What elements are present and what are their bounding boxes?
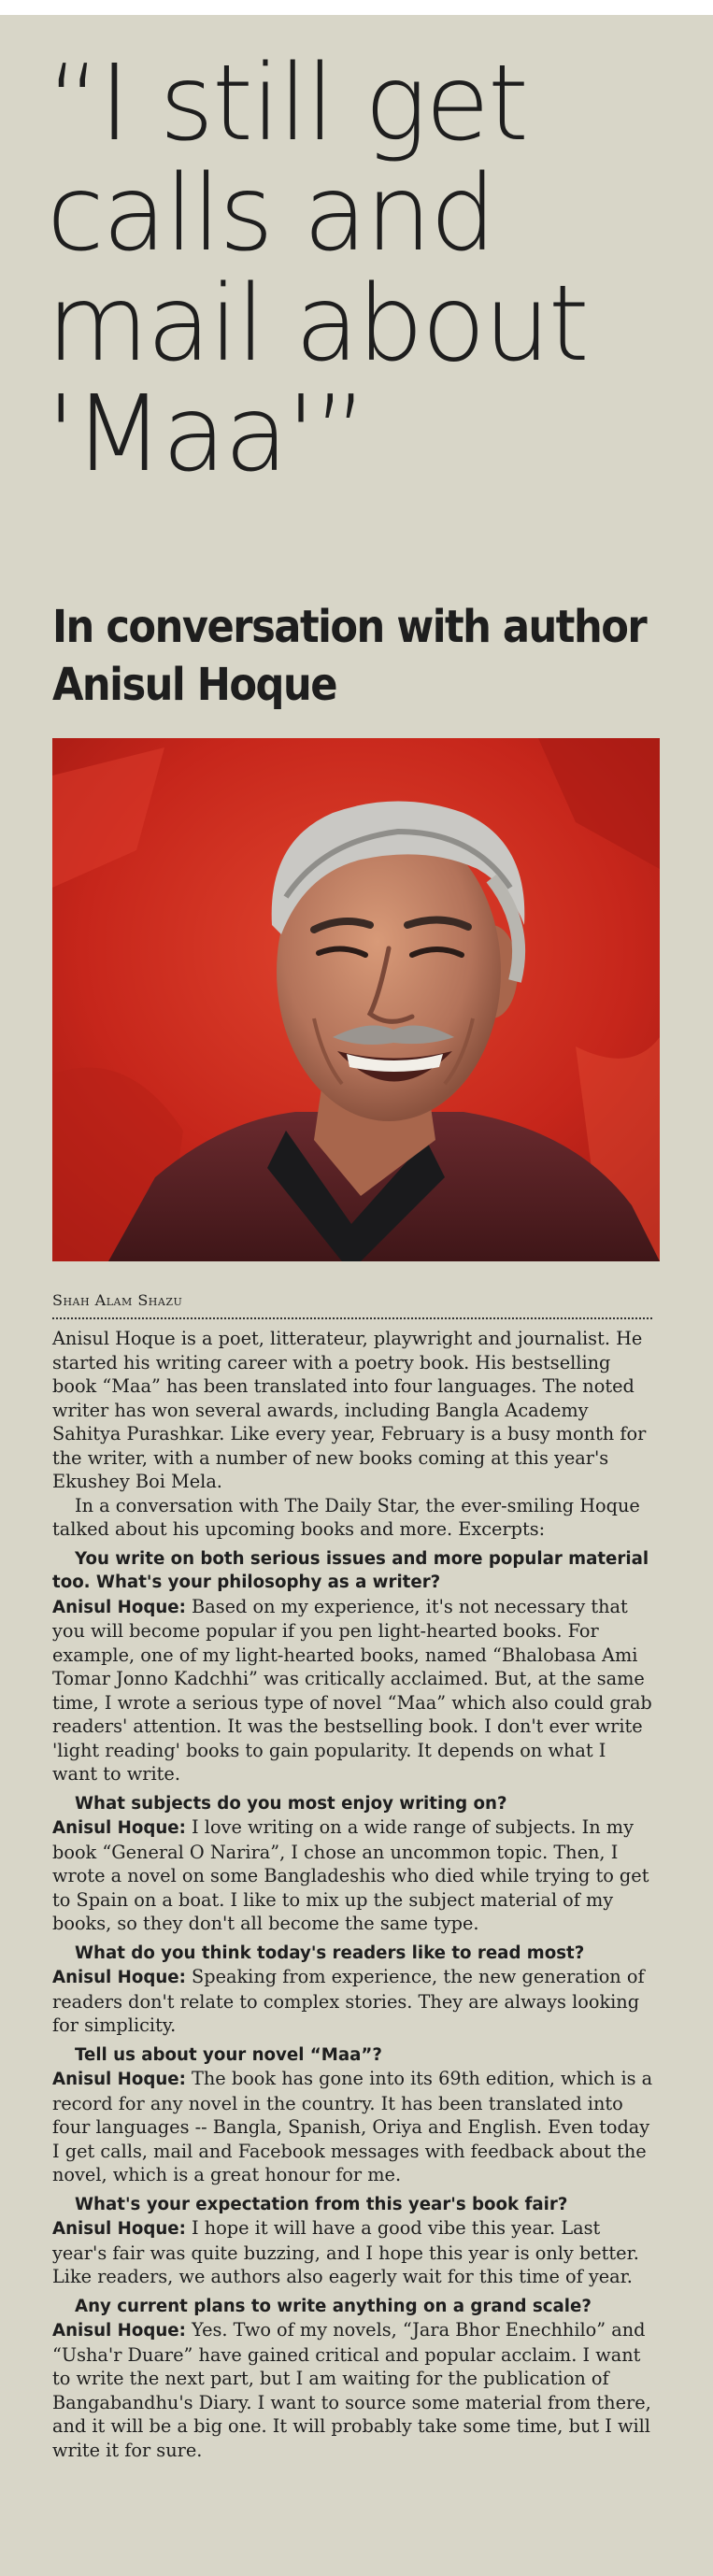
headline-line-2: calls and bbox=[47, 153, 495, 275]
answer-5 bbox=[52, 2216, 656, 2289]
question-5: What's your expectation from this year's book fair? bbox=[75, 2194, 568, 2214]
answer-3 bbox=[52, 1965, 656, 2038]
byline: Shah Alam Shazu bbox=[52, 1291, 183, 1309]
subheadline-line-2: Anisul Hoque bbox=[52, 659, 337, 711]
article-body bbox=[52, 1327, 656, 2462]
answer-text: Speaking from experience, the new generation of readers don't relate to complex stories. They are always looking for simplicity. bbox=[52, 1966, 645, 2036]
headline-line-4: 'Maa'” bbox=[47, 374, 366, 495]
question-3: What do you think today's readers like to read most? bbox=[75, 1943, 585, 1963]
question-4: Tell us about your novel “Maa”? bbox=[75, 2044, 382, 2065]
answer-text: The book has gone into its 69th edition, which is a record for any novel in the country. It has been translated into four languages -- Bangla, Spanish, Oriya and English. Even today I get calls, mail and Facebook messages with feedback about the novel, which is a great honour for me. bbox=[52, 2068, 653, 2185]
intro-paragraph-2: In a conversation with The Daily Star, the ever-smiling Hoque talked about his upcoming books and more. Excerpts: bbox=[52, 1494, 640, 1540]
answer-speaker: Anisul Hoque: bbox=[52, 2219, 186, 2239]
answer-text: I hope it will have a good vibe this year. Last year's fair was quite buzzing, and I hope this year is only better. Like readers, we authors also eagerly wait for this time of year. bbox=[52, 2217, 639, 2287]
answer-text: Yes. Two of my novels, “Jara Bhor Enechhilo” and “Usha'r Duare” have gained critical and popular acclaim. I want to write the next part, but I am waiting for the publication of Bangabandhu's Diary. I want to source some material from there, and it will be a big one. It will probably take some time, but I will write it for sure. bbox=[52, 2319, 651, 2461]
question-2: What subjects do you most enjoy writing on? bbox=[75, 1793, 507, 1814]
answer-speaker: Anisul Hoque: bbox=[52, 2070, 186, 2089]
question-6: Any current plans to write anything on a grand scale? bbox=[75, 2296, 592, 2316]
subheadline-line-1: In conversation with author bbox=[52, 601, 647, 653]
intro-paragraph-1: Anisul Hoque is a poet, litterateur, playwright and journalist. He started his writing career with a poetry book. His bestselling book “Maa” has been translated into four languages. The noted writer has won several awards, including Bangla Academy Sahitya Purashkar. Like every year, February is a busy month for the writer, with a number of new books coming at this year's Ekushey Boi Mela. bbox=[52, 1328, 647, 1492]
top-margin bbox=[0, 0, 713, 15]
answer-text: Based on my experience, it's not necessary that you will become popular if you pen light-hearted books. For example, one of my light-hearted books, named “Bhalobasa Ami Tomar Jonno Kadchhi” was critically acclaimed. But, at the same time, I wrote a serious type of novel “Maa” which also could grab readers' attention. It was the bestselling book. I don't ever write 'light reading' books to gain popularity. It depends on what I want to write. bbox=[52, 1595, 652, 1785]
answer-4 bbox=[52, 2067, 656, 2187]
byline-divider bbox=[52, 1317, 652, 1319]
answer-2 bbox=[52, 1815, 656, 1936]
answer-speaker: Anisul Hoque: bbox=[52, 1968, 186, 1987]
author-photo bbox=[52, 738, 660, 1261]
subheadline bbox=[52, 598, 669, 714]
answer-speaker: Anisul Hoque: bbox=[52, 1597, 186, 1617]
answer-6 bbox=[52, 2318, 656, 2462]
headline bbox=[47, 43, 682, 495]
author-portrait-illustration bbox=[52, 738, 660, 1261]
headline-line-3: mail about bbox=[47, 263, 588, 385]
answer-speaker: Anisul Hoque: bbox=[52, 2321, 186, 2341]
headline-line-1: “I still get bbox=[47, 43, 527, 164]
answer-1 bbox=[52, 1595, 656, 1786]
answer-text: I love writing on a wide range of subjects. In my book “General O Narira”, I chose an uncommon topic. Then, I wrote a novel on some Bangladeshis who died while trying to get to Spain on a boat. I like to mix up the subject material of my books, so they don't all become the same type. bbox=[52, 1816, 649, 1934]
answer-speaker: Anisul Hoque: bbox=[52, 1818, 186, 1838]
question-1: You write on both serious issues and more popular material too. What's your philosophy as a writer? bbox=[52, 1548, 649, 1592]
